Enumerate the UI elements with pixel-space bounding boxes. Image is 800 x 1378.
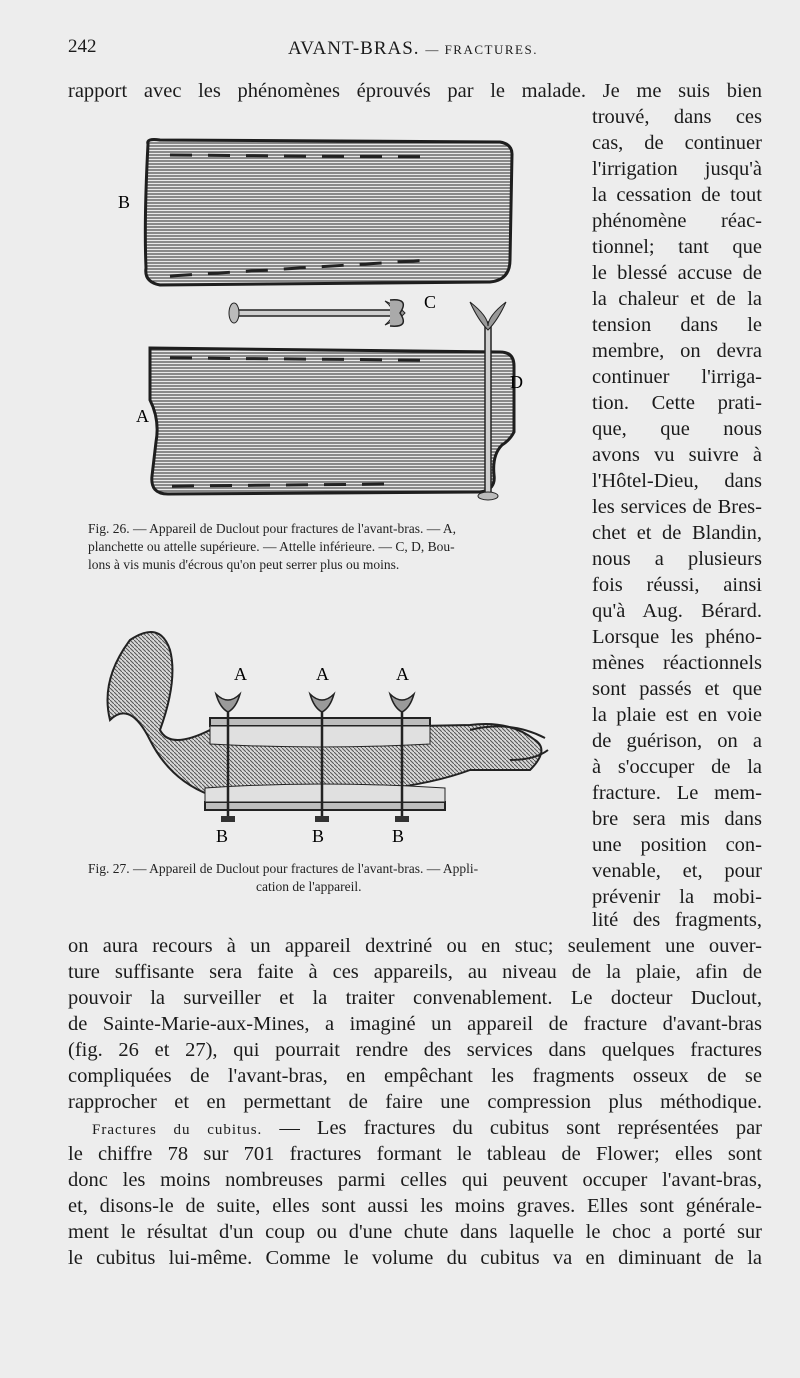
body-line: donc les moins nombreuses parmi celles qui peuvent occuper l'avant-bras, [68,1169,762,1191]
splint-a [150,348,514,494]
column-line: la chaleur et de la [592,288,762,310]
column-line: tionnel; tant que [592,236,762,258]
column-line: tion. Cette prati- [592,392,762,414]
running-title-main: AVANT-BRAS. [288,38,420,59]
label-a1: A [234,664,247,684]
label-b2: B [312,826,325,846]
running-title-section: — FRACTURES. [425,42,538,57]
column-line: les services de Bres- [592,496,762,518]
column-line: trouvé, dans ces [592,106,762,128]
column-line: le blessé accuse de [592,262,762,284]
figure-26 [100,130,580,510]
body-line: compliquées de l'avant-bras, en empêchant les fragments osseux de se [68,1065,762,1087]
bolt-c [229,300,405,326]
column-line: membre, on devra [592,340,762,362]
label-b1: B [216,826,229,846]
column-line: tension dans le [592,314,762,336]
column-line: Lorsque les phéno- [592,626,762,648]
column-line: qu'à Aug. Bérard. [592,600,762,622]
label-c: C [424,292,437,312]
body-line: pouvoir la surveiller et la traiter convenablement. Le docteur Duclout, [68,987,762,1009]
column-line: fracture. Le mem- [592,782,762,804]
running-title [288,38,538,60]
intro-line: rapport avec les phénomènes éprouvés par le malade. Je me suis bien [68,80,762,102]
caption-line: cation de l'appareil. [256,879,362,894]
caption-line: lons à vis munis d'écrous qu'on peut serrer plus ou moins. [88,557,400,572]
caption-line: Fig. 27. — Appareil de Duclout pour fractures de l'avant-bras. — Appli- [88,861,479,876]
body-line: ment le résultat d'un coup ou d'une chute dans laquelle le choc a porté sur [68,1221,762,1243]
column-line: fois réussi, ainsi [592,574,762,596]
column-line: cas, de continuer [592,132,762,154]
body-line: (fig. 26 et 27), qui pourrait rendre des services dans quelques fractures [68,1039,762,1061]
column-line: venable, et, pour [592,860,762,882]
column-line: la cessation de tout [592,184,762,206]
arm-illustration [108,632,549,796]
column-line: à s'occuper de la [592,756,762,778]
label-b3: B [392,826,405,846]
page-header [68,36,768,66]
caption-line: planchette ou attelle supérieure. — Attelle inférieure. — C, D, Bou- [88,539,455,554]
page-number: 242 [68,36,97,57]
body-line: rapprocher et en permettant de faire une compression plus méthodique. [68,1091,762,1113]
column-line: l'Hôtel-Dieu, dans [592,470,762,492]
caption-line: Fig. 26. — Appareil de Duclout pour fractures de l'avant-bras. — A, [88,521,456,536]
column-line: une position con- [592,834,762,856]
column-line: prévenir la mobi- [592,886,762,908]
column-line: continuer l'irriga- [592,366,762,388]
body-line: et, disons-le de suite, elles sont aussi les moins graves. Elles sont générale- [68,1195,762,1217]
column-line: bre sera mis dans [592,808,762,830]
column-line: de guérison, on a [592,730,762,752]
body-line: le chiffre 78 sur 701 fractures formant le tableau de Flower; elles sont [68,1143,762,1165]
column-line: l'irrigation jusqu'à [592,158,762,180]
column-line: sont passés et que [592,678,762,700]
column-line: avons vu suivre à [592,444,762,466]
section-heading: Fractures du cubitus. [92,1122,263,1138]
body-line: on aura recours à un appareil dextriné ou en stuc; seulement une ouver- [68,935,762,957]
body-line: le cubitus lui-même. Comme le volume du cubitus va en diminuant de la [68,1247,762,1269]
body-line: de Sainte-Marie-aux-Mines, a imaginé un appareil de fracture d'avant-bras [68,1013,762,1035]
cubitus-heading-line [68,1115,762,1143]
label-a: A [136,406,149,426]
cubitus-first-line: — Les fractures du cubitus sont représentées par [279,1117,763,1139]
label-a3: A [396,664,409,684]
label-a2: A [316,664,329,684]
column-line: nous a plusieurs [592,548,762,570]
label-d: D [510,372,523,392]
body-line: ture suffisante sera faite à ces appareils, au niveau de la plaie, afin de [68,961,762,983]
figure-26-caption [88,520,582,574]
column-line: lité des fragments, [592,909,762,931]
column-line: chet et de Blandin, [592,522,762,544]
column-line: phénomène réac- [592,210,762,232]
column-line: la plaie est en voie [592,704,762,726]
figure-27-caption [88,860,582,896]
column-line: mènes réactionnels [592,652,762,674]
column-line: que, que nous [592,418,762,440]
figure-27 [90,620,560,850]
label-b: B [118,192,131,212]
splint-b [145,140,512,286]
